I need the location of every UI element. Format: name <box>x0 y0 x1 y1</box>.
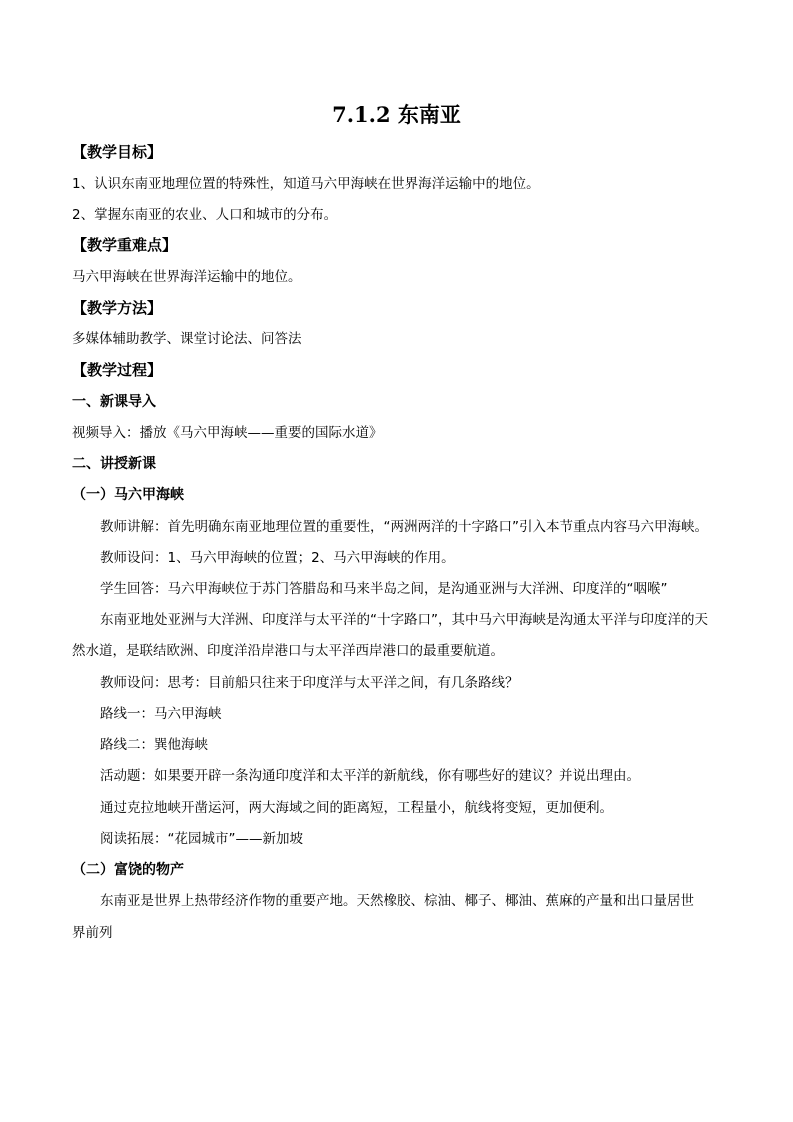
page-title: 7.1.2 东南亚 <box>332 102 461 127</box>
paragraph-teacher-question: 教师设问：1、马六甲海峡的位置；2、马六甲海峡的作用。 <box>100 550 455 566</box>
paragraph-crossroads-line1: 东南亚地处亚洲与大洋洲、印度洋与太平洋的“十字路口”，其中马六甲海峡是沟通太平洋与印度洋的天 <box>100 612 708 628</box>
goal-item-1: 1、认识东南亚地理位置的特殊性，知道马六甲海峡在世界海洋运输中的地位。 <box>72 176 540 192</box>
part2-heading: （二）富饶的物产 <box>72 862 184 878</box>
paragraph-route-1: 路线一：马六甲海峡 <box>100 706 222 722</box>
method-text: 多媒体辅助教学、课堂讨论法、问答法 <box>72 331 302 347</box>
lecture-heading: 二、讲授新课 <box>72 456 156 472</box>
key-points-heading: 【教学重难点】 <box>72 236 178 254</box>
paragraph-student-answer: 学生回答：马六甲海峡位于苏门答腊岛和马来半岛之间，是沟通亚洲与大洋洲、印度洋的“咽喉” <box>100 581 668 597</box>
paragraph-products-line2: 界前列 <box>72 925 113 941</box>
paragraph-activity: 活动题：如果要开辟一条沟通印度洋和太平洋的新航线，你有哪些好的建议？并说出理由。 <box>100 768 640 784</box>
paragraph-route-2: 路线二：巽他海峡 <box>100 737 208 753</box>
intro-heading: 一、新课导入 <box>72 394 156 410</box>
paragraph-products-line1: 东南亚是世界上热带经济作物的重要产地。天然橡胶、棕油、椰子、椰油、蕉麻的产量和出口量居世 <box>100 893 694 909</box>
paragraph-reading-extension: 阅读拓展：“花园城市”——新加坡 <box>100 831 303 847</box>
key-points-text: 马六甲海峡在世界海洋运输中的地位。 <box>72 269 302 285</box>
intro-text: 视频导入：播放《马六甲海峡——重要的国际水道》 <box>72 425 383 441</box>
paragraph-kra-canal: 通过克拉地峡开凿运河，两大海域之间的距离短，工程量小，航线将变短，更加便利。 <box>100 800 613 816</box>
part1-heading: （一）马六甲海峡 <box>72 487 184 503</box>
process-heading: 【教学过程】 <box>72 361 163 379</box>
goal-item-2: 2、掌握东南亚的农业、人口和城市的分布。 <box>72 207 338 223</box>
method-heading: 【教学方法】 <box>72 299 163 317</box>
goals-heading: 【教学目标】 <box>72 143 163 161</box>
paragraph-think-question: 教师设问：思考：目前船只往来于印度洋与太平洋之间，有几条路线？ <box>100 675 519 691</box>
paragraph-crossroads-line2: 然水道，是联结欧洲、印度洋沿岸港口与太平洋西岸港口的最重要航道。 <box>72 643 504 659</box>
paragraph-teacher-explain: 教师讲解：首先明确东南亚地理位置的重要性，“两洲两洋的十字路口”引入本节重点内容马六甲海峡。 <box>100 519 708 535</box>
